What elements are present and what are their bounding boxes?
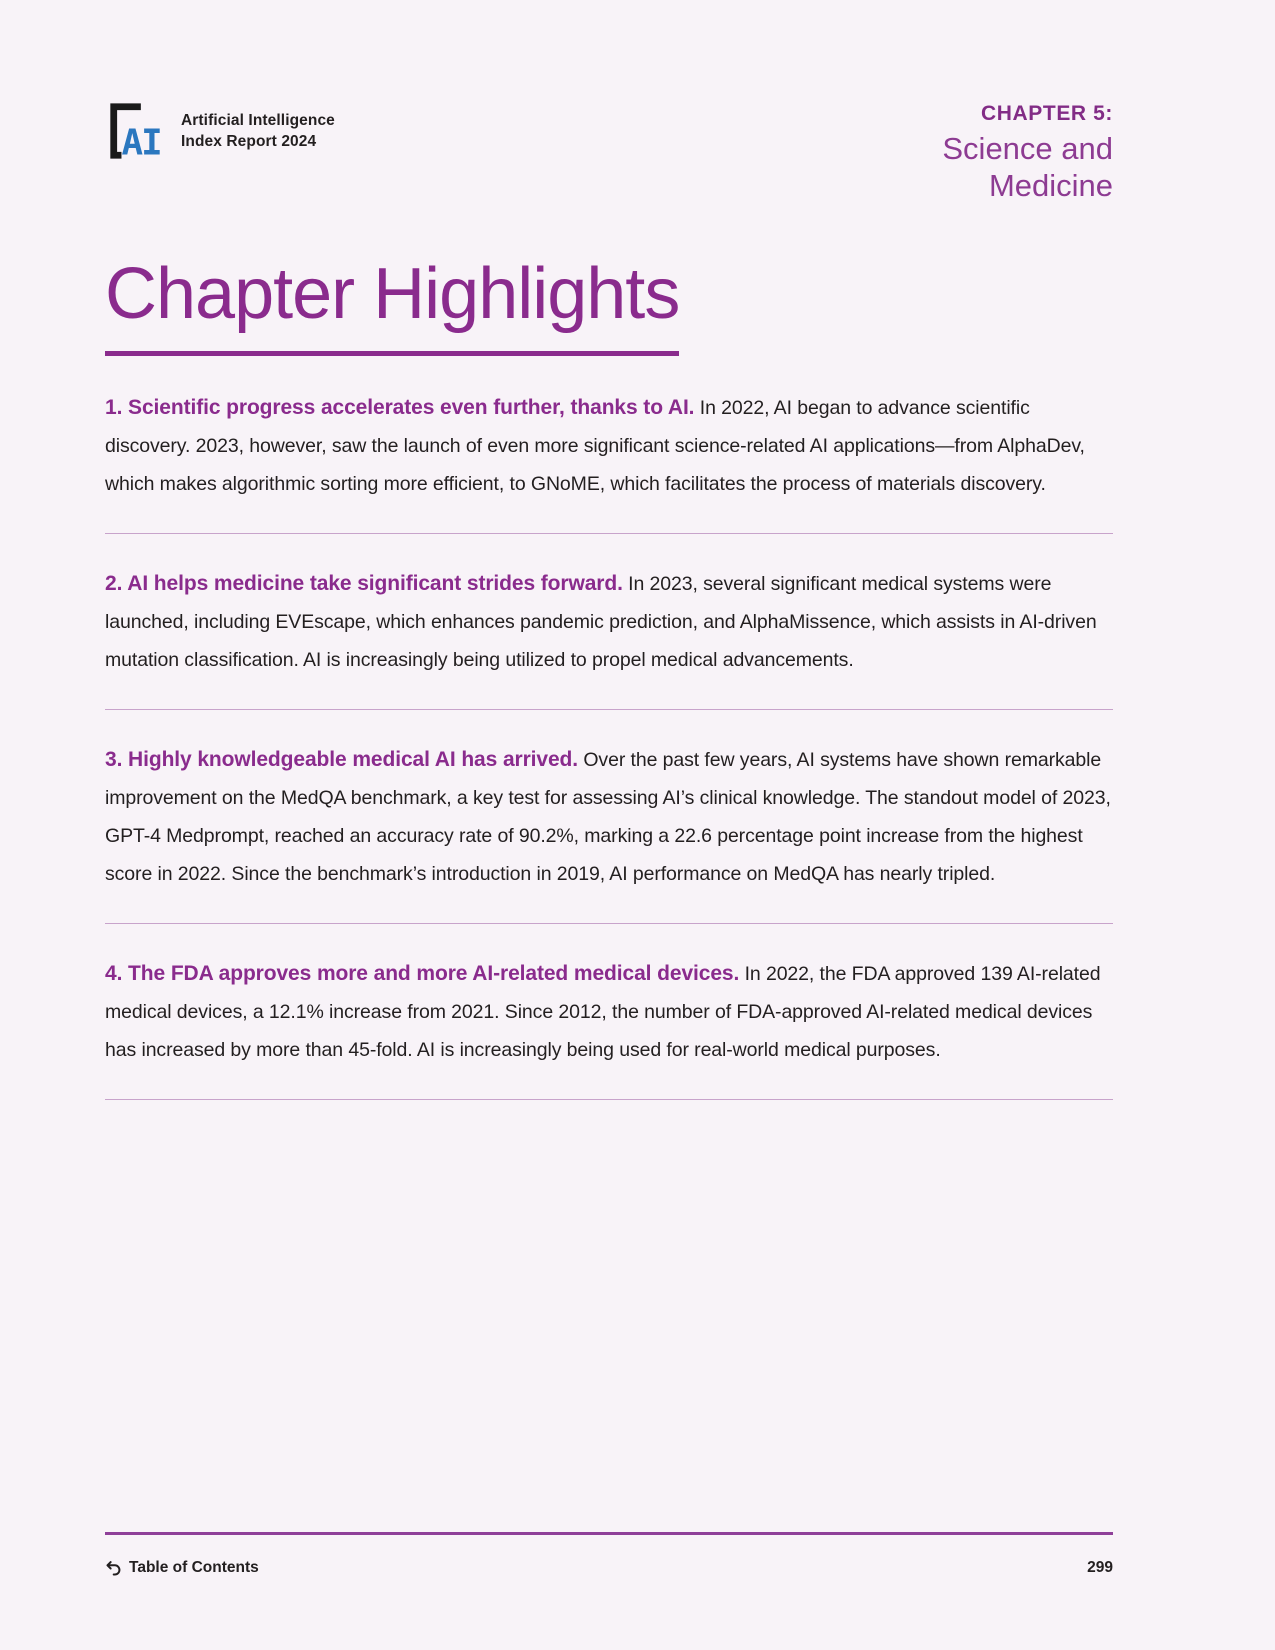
section-divider — [105, 923, 1113, 924]
chapter-label — [942, 102, 1113, 204]
page-footer — [105, 1532, 1113, 1577]
table-of-contents-label: Table of Contents — [129, 1559, 259, 1576]
chapter-highlights-list — [105, 389, 1113, 1131]
highlight-item-4 — [105, 955, 1113, 1069]
ai-index-logo-block — [105, 100, 335, 162]
highlight-item-3 — [105, 741, 1113, 893]
return-arrow-icon — [105, 1560, 122, 1577]
highlight-body-3: Over the past few years, AI systems have shown remarkable improvement on the MedQA benchmark, a key test for assessing AI’s clinical knowledge. The standout model of 2023, GPT-4 Medprompt, reached an accuracy rate of 90.2%, marking a 22.6 percentage point increase from the highest score in 2022. Since the benchmark’s introduction in 2019, AI performance on MedQA has nearly tripled. — [105, 749, 1111, 885]
page-header — [105, 100, 1113, 204]
highlight-lead-2: 2. AI helps medicine take significant strides forward. — [105, 572, 623, 595]
title-wrap — [105, 253, 679, 356]
svg-text:AI: AI — [121, 122, 161, 162]
chapter-title-line1: Science and — [942, 131, 1113, 166]
highlight-body-4: In 2022, the FDA approved 139 AI-related medical devices, a 12.1% increase from 2021. Since 2012, the number of FDA-approved AI-related medical devices has increased by more than 45-fold. AI is increasingly being used for real-world medical purposes. — [105, 963, 1101, 1061]
highlight-item-1 — [105, 389, 1113, 503]
highlight-lead-3: 3. Highly knowledgeable medical AI has arrived. — [105, 748, 579, 771]
highlight-lead-4: 4. The FDA approves more and more AI-related medical devices. — [105, 962, 740, 985]
section-divider — [105, 709, 1113, 710]
chapter-title-line2: Medicine — [988, 168, 1113, 203]
page-number: 299 — [1087, 1559, 1113, 1576]
highlight-body-1: In 2022, AI began to advance scientific discovery. 2023, however, saw the launch of even more significant science-related AI applications—from AlphaDev, which makes algorithmic sorting more efficient, to GNoME, which facilitates the process of materials discovery. — [105, 397, 1085, 495]
section-divider — [105, 533, 1113, 534]
chapter-kicker: CHAPTER 5: — [980, 102, 1113, 125]
highlight-body-2: In 2023, several significant medical systems were launched, including EVEscape, which enhances pandemic prediction, and AlphaMissence, which assists in AI-driven mutation classification. AI is increasingly being utilized to propel medical advancements. — [105, 573, 1097, 671]
highlight-item-2 — [105, 565, 1113, 679]
logo-text — [181, 110, 335, 152]
logo-line2: Index Report 2024 — [181, 133, 317, 150]
highlight-lead-1: 1. Scientific progress accelerates even further, thanks to AI. — [105, 396, 695, 419]
logo-line1: Artificial Intelligence — [181, 112, 335, 129]
chapter-title — [942, 130, 1113, 204]
section-divider — [105, 1099, 1113, 1100]
page-title: Chapter Highlights — [105, 253, 679, 356]
table-of-contents-link[interactable] — [105, 1559, 259, 1577]
ai-index-logo-icon — [105, 100, 167, 162]
